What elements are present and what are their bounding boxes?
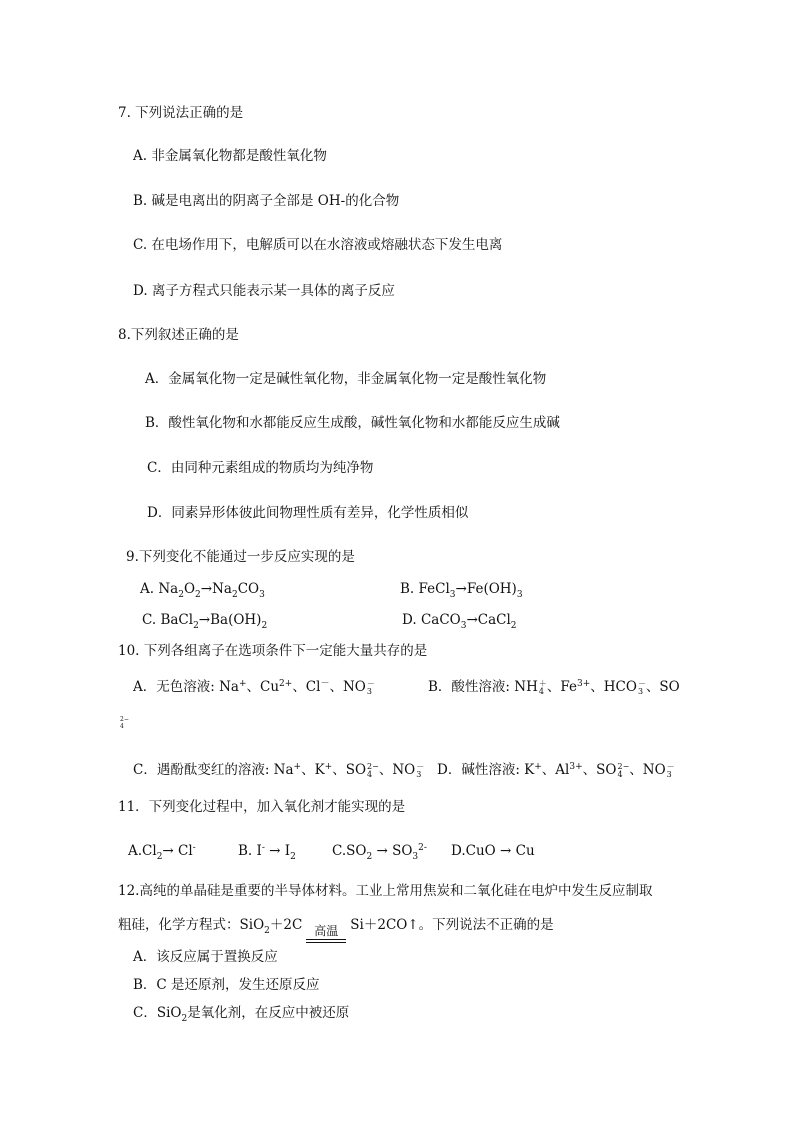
q9-option-d: D. CaCO$_3$→CaCl$_2$ [402, 612, 517, 631]
q8-option-a: A．金属氧化物一定是碱性氧化物，非金属氧化物一定是酸性氧化物 [145, 371, 547, 387]
q12-option-b: B．C 是还原剂，发生还原反应 [133, 977, 320, 993]
q12-stem-line1: 12.高纯的单晶硅是重要的半导体材料。工业上常用焦炭和二氧化硅在电炉中发生反应制取 [118, 883, 653, 899]
q11-stem: 11．下列变化过程中，加入氧化剂才能实现的是 [118, 799, 406, 815]
q11-option-d: D.CuO → Cu [451, 843, 535, 859]
q11-option-b: B. $I^- \to I_2$ [238, 843, 296, 862]
reaction-condition: 高温 [306, 925, 346, 943]
q7-option-d: D. 离子方程式只能表示某一具体的离子反应 [133, 283, 395, 299]
q9-option-a: A. $Na_2O_2\to Na_2CO_3$ [140, 581, 265, 600]
q11-option-a: $A.Cl_2\to Cl^-$ [128, 843, 196, 862]
q8-stem: 8.下列叙述正确的是 [118, 327, 239, 343]
q10-option-c: C．遇酚酞变红的溶液: Na+、K+、SO 2− 4 、NO － 3 [133, 761, 425, 779]
q12-option-c: C．SiO$_2$是氧化剂，在反应中被还原 [133, 1005, 350, 1024]
q10-stem: 10. 下列各组离子在选项条件下一定能大量共存的是 [118, 643, 428, 659]
q10-option-a: A．无色溶液: Na+、$Cu^{2+}$、Cl－、NO － 3 [133, 678, 375, 696]
q9-option-c: C. $BaCl_2\to Ba(OH)_2$ [142, 612, 268, 631]
q10-option-d: D．碱性溶液: K+、$Al^{3+}$、SO 2− 4 、NO － 3 [437, 761, 675, 779]
q12-stem-line2: 粗硅，化学方程式：SiO$_2$＋2C 高温 Si＋2CO↑。下列说法不正确的是 [118, 916, 554, 943]
q10-option-b-wrap-charge: 2− 4 [120, 716, 129, 730]
q7-stem: 7. 下列说法正确的是 [118, 105, 244, 121]
q11-option-c: $C.SO_2 \to SO_3^{2-}$ [332, 843, 427, 862]
q8-option-c: C．由同种元素组成的物质均为纯净物 [147, 460, 374, 476]
q8-option-d: D．同素异形体彼此间物理性质有差异，化学性质相似 [147, 505, 469, 521]
q7-option-a: A. 非金属氧化物都是酸性氧化物 [133, 148, 327, 164]
q7-option-b: B. 碱是电离出的阴离子全部是 OH-的化合物 [133, 193, 400, 209]
q8-option-b: B．酸性氧化物和水都能反应生成酸，碱性氧化物和水都能反应生成碱 [145, 415, 560, 431]
q9-option-b: B. $FeCl_3\to Fe(OH)_3$ [400, 581, 523, 600]
q12-option-a: A．该反应属于置换反应 [133, 949, 278, 965]
q10-option-b: B．酸性溶液: NH ＋ 4 、$Fe^{3+}$、HCO － 3 、SO [428, 678, 680, 696]
q7-option-c: C. 在电场作用下，电解质可以在水溶液或熔融状态下发生电离 [133, 237, 503, 253]
q9-stem: 9.下列变化不能通过一步反应实现的是 [126, 549, 355, 565]
